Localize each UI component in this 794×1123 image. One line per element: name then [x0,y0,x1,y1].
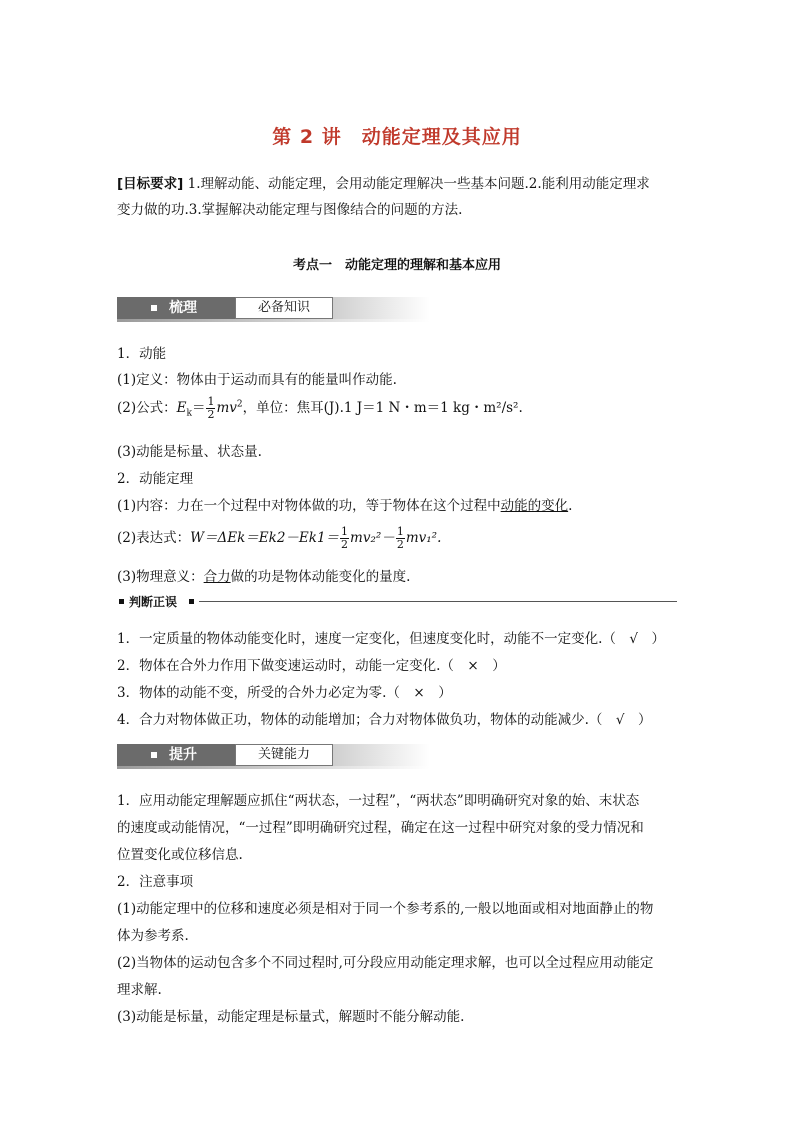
goals-line2: 变力做的功.3.掌握解决动能定理与图像结合的问题的方法. [117,202,463,218]
formula-sup: 2 [236,399,243,410]
bar-underline [117,766,430,769]
ability-line: 的速度或动能情况，“一过程”即明确研究过程，确定在这一过程中研究对象的受力情况和 [117,820,644,836]
fraction-num: 1 [207,395,215,408]
notes-heading: 2．注意事项 [117,874,194,890]
expression-mid: mv₂²－ [350,530,395,546]
divider-rule [199,601,677,602]
content-text: (1)内容：力在一个过程中对物体做的功，等于物体在这个过程中 [117,498,501,514]
goals-paragraph [117,171,682,223]
bar-dark-label: 梳理 [169,300,197,316]
fraction-half [206,396,215,421]
bar-dark-tab [117,744,235,766]
meaning-end: 做的功是物体动能变化的量度. [230,569,411,585]
fraction-den-1: 2 [341,538,349,551]
bar-light-label: 关键能力 [235,744,333,766]
note-line: 理求解. [117,982,162,998]
definition-line: (1)定义：物体由于运动而具有的能量叫作动能. [117,372,397,388]
meaning-line [117,565,682,585]
section-title: 考点一 动能定理的理解和基本应用 [292,258,501,273]
fraction-num-1: 1 [341,525,349,538]
formula-rest: ，单位：焦耳(J).1 J＝1 N・m＝1 kg・m²/s². [242,400,523,416]
note-line: (2)当物体的运动包含多个不同过程时,可分段应用动能定理求解，也可以全过程应用动能定 [117,955,654,971]
judge-label: 判断正误 [129,595,178,609]
bar-dark-tab [117,297,235,319]
formula-prefix: (2)公式： [117,400,177,416]
content-end: . [568,498,573,514]
bar-fade [333,744,430,766]
section-bar-ability [117,744,430,766]
judge-item: 1．一定质量的物体动能变化时，速度一定变化，但速度变化时，动能不一定变化.（ √ ） [117,631,665,647]
formula-ek: E [176,400,187,416]
fraction-den: 2 [207,408,215,421]
fraction-num-2: 1 [396,525,404,538]
meaning-text: (3)物理意义： [117,569,204,585]
ability-line: 1．应用动能定理解题应抓住“两状态，一过程”，“两状态”即明确研究对象的始、末状态 [117,793,640,809]
formula-eq: ＝ [191,400,206,416]
formula-ek-sub: k [186,408,192,419]
fraction-half-1 [340,526,349,551]
fraction-den-2: 2 [396,538,404,551]
square-bullet-icon [151,752,157,758]
content-underlined: 动能的变化 [500,498,569,514]
meaning-underlined: 合力 [203,569,231,585]
expression-formula: W＝ΔEk＝Ek2－Ek1＝ [190,530,340,546]
square-bullet-icon [151,305,157,311]
note-line: (3)动能是标量，动能定理是标量式，解题时不能分解动能. [117,1009,465,1025]
content-line [117,494,682,514]
note-line: (1)动能定理中的位移和速度必须是相对于同一个参考系的,一般以地面或相对地面静止的物 [117,901,654,917]
bar-fade [333,297,430,319]
formula-mv: mv [216,400,237,416]
goals-head: [目标要求] [117,176,184,192]
expression-line [117,526,682,551]
judge-item: 4．合力对物体做正功，物体的动能增加；合力对物体做负功，物体的动能减少.（ √ ） [117,712,652,728]
judge-divider [117,595,677,609]
formula-line [117,396,682,421]
scalar-line: (3)动能是标量、状态量. [117,444,262,460]
expression-end: mv₁². [405,530,442,546]
bar-light-label: 必备知识 [235,297,333,319]
bar-underline [117,319,430,322]
lesson-title: 第 2 讲 动能定理及其应用 [272,126,522,148]
square-bullet-icon [119,599,124,604]
judge-item: 2．物体在合外力作用下做变速运动时，动能一定变化.（ × ） [117,658,506,674]
fraction-half-2 [396,526,405,551]
judge-item: 3．物体的动能不变，所受的合外力必定为零.（ × ） [117,685,452,701]
square-bullet-icon [189,599,194,604]
note-line: 体为参考系. [117,928,189,944]
kinetic-energy-heading: 1．动能 [117,346,167,362]
theorem-heading: 2．动能定理 [117,471,194,487]
bar-dark-label: 提升 [169,747,197,763]
ability-line: 位置变化或位移信息. [117,847,243,863]
section-bar-review [117,297,430,319]
expression-prefix: (2)表达式： [117,530,191,546]
goals-line1: 1.理解动能、动能定理，会用动能定理解决一些基本问题.2.能利用动能定理求 [187,176,650,192]
